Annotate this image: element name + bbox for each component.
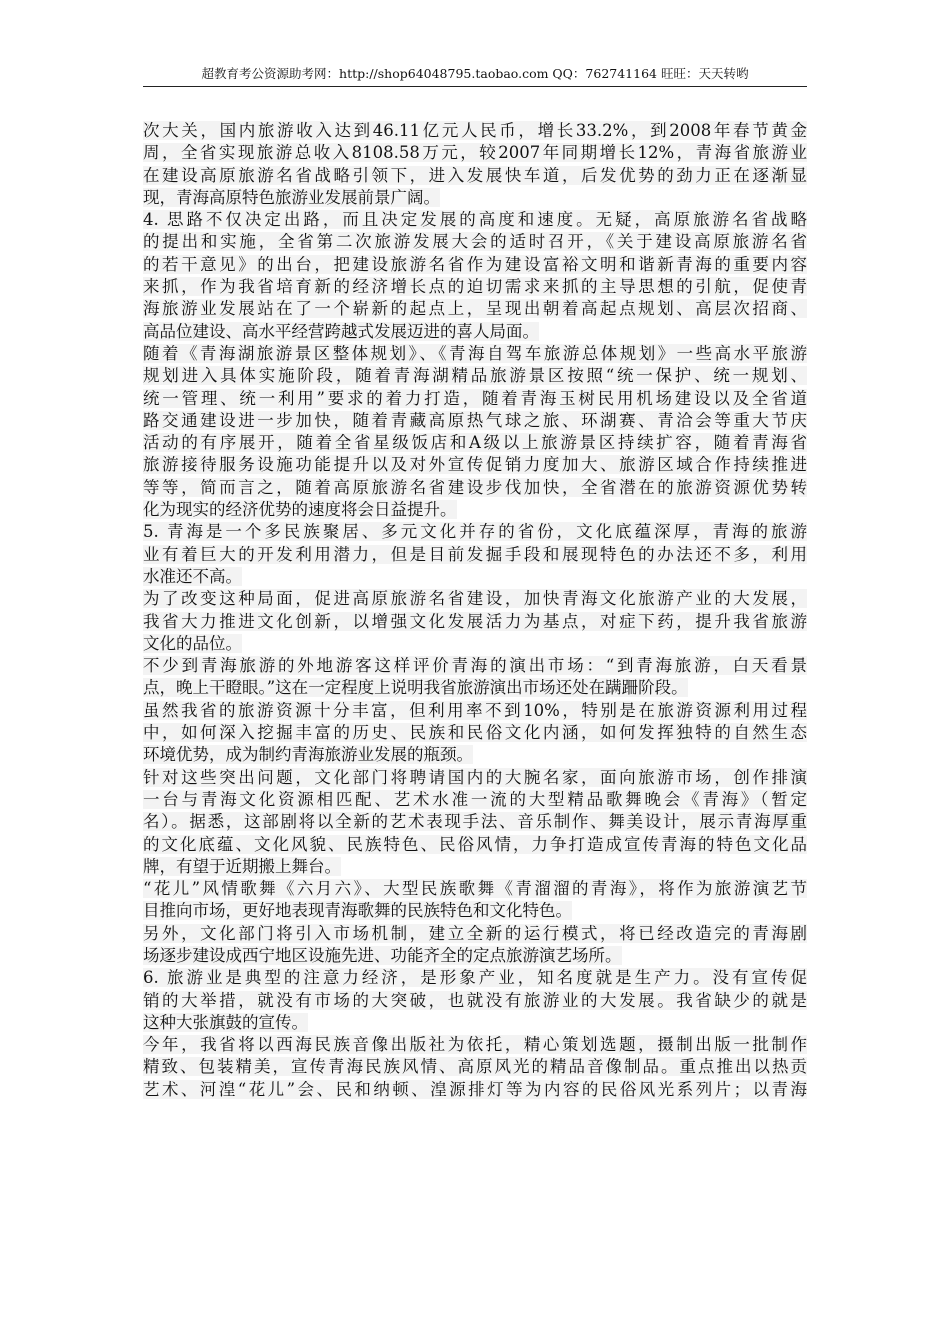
text-line: 中，如何深入挖掘丰富的历史、民族和民俗文化内涵，如何发挥独特的自然生态 [143, 723, 807, 743]
header-divider [143, 86, 807, 87]
text-line: 5. 青海是一个多民族聚居、多元文化并存的省份，文化底蕴深厚，青海的旅游 [143, 522, 807, 542]
text-line: 活动的有序展开，随着全省星级饭店和A级以上旅游景区持续扩容，随着青海省 [143, 433, 807, 453]
text-line: 点，晚上干瞪眼。”这在一定程度上说明我省旅游演出市场还处在蹒跚阶段。 [143, 678, 688, 698]
text-line: “花儿”风情歌舞《六月六》、大型民族歌舞《青溜溜的青海》，将作为旅游演艺节 [143, 879, 807, 899]
text-line: 在建设高原旅游名省战略引领下，进入发展快车道，后发优势的劲力正在逐渐显 [143, 165, 807, 185]
text-line: 等等，简而言之，随着高原旅游名省建设步伐加快，全省潜在的旅游资源优势转 [143, 477, 807, 497]
text-line: 名）。据悉，这部剧将以全新的艺术表现手法、音乐制作、舞美设计，展示青海厚重 [143, 812, 807, 832]
text-line: 虽然我省的旅游资源十分丰富，但利用率不到10%，特别是在旅游资源利用过程 [143, 700, 807, 720]
text-line: 现，青海高原特色旅游业发展前景广阔。 [143, 187, 440, 207]
text-line: 统一管理、统一利用”要求的着力打造，随着青海玉树民用机场建设以及全省道 [143, 388, 807, 408]
text-line: 随着《青海湖旅游景区整体规划》、《青海自驾车旅游总体规划》一些高水平旅游 [143, 343, 807, 363]
text-line: 的文化底蕴、文化风貌、民族特色、民俗风情，力争打造成宣传青海的特色文化品 [143, 834, 807, 854]
text-line: 销的大举措，就没有市场的大突破，也就没有旅游业的大发展。我省缺少的就是 [143, 990, 807, 1010]
text-line: 海旅游业发展站在了一个崭新的起点上，呈现出朝着高起点规划、高层次招商、 [143, 299, 807, 319]
text-line: 高品位建设、高水平经营跨越式发展迈进的喜人局面。 [143, 321, 539, 341]
text-line: 艺术、河湟“花儿”会、民和纳顿、湟源排灯等为内容的民俗风光系列片；以青海 [143, 1079, 807, 1099]
text-line: 文化的品位。 [143, 633, 242, 653]
text-line: 一台与青海文化资源相匹配、艺术水准一流的大型精品歌舞晚会《青海》（暂定 [143, 789, 807, 809]
text-line: 的提出和实施，全省第二次旅游发展大会的适时召开，《关于建设高原旅游名省 [143, 232, 807, 252]
text-line: 周，全省实现旅游总收入8108.58万元，较2007年同期增长12%，青海省旅游业 [143, 143, 807, 163]
text-line: 针对这些突出问题，文化部门将聘请国内的大腕名家，面向旅游市场，创作排演 [143, 767, 807, 787]
text-line: 规划进入具体实施阶段，随着青海湖精品旅游景区按照“统一保护、统一规划、 [143, 366, 807, 386]
text-line: 目推向市场，更好地表现青海歌舞的民族特色和文化特色。 [143, 901, 572, 921]
text-line: 来抓，作为我省培育新的经济增长点的迫切需求来抓的主导思想的引航，促使青 [143, 277, 807, 297]
text-line: 环境优势，成为制约青海旅游业发展的瓶颈。 [143, 745, 473, 765]
text-line: 为了改变这种局面，促进高原旅游名省建设，加快青海文化旅游产业的大发展， [143, 589, 807, 609]
text-line: 业有着巨大的开发利用潜力，但是目前发掘手段和展现特色的办法还不多，利用 [143, 544, 807, 564]
text-line: 6. 旅游业是典型的注意力经济，是形象产业，知名度就是生产力。没有宣传促 [143, 968, 807, 988]
text-line: 水准还不高。 [143, 566, 242, 586]
text-line: 4. 思路不仅决定出路，而且决定发展的高度和速度。无疑，高原旅游名省战略 [143, 210, 807, 230]
text-line: 化为现实的经济优势的速度将会日益提升。 [143, 500, 457, 520]
text-line: 次大关，国内旅游收入达到46.11亿元人民币，增长33.2%，到2008年春节黄金 [143, 121, 807, 140]
text-line: 这种大张旗鼓的宣传。 [143, 1012, 308, 1032]
text-line: 场逐步建设成西宁地区设施先进、功能齐全的定点旅游演艺场所。 [143, 945, 622, 965]
text-line: 我省大力推进文化创新，以增强文化发展活力为基点，对症下药，提升我省旅游 [143, 611, 807, 631]
text-line: 精致、包装精美，宣传青海民族风情、高原风光的精品音像制品。重点推出以热贡 [143, 1057, 807, 1077]
body-text [143, 120, 807, 1101]
text-line: 路交通建设进一步加快，随着青藏高原热气球之旅、环湖赛、青洽会等重大节庆 [143, 410, 807, 430]
text-line: 旅游接待服务设施功能提升以及对外宣传促销力度加大、旅游区域合作持续推进 [143, 455, 807, 475]
text-line: 不少到青海旅游的外地游客这样评价青海的演出市场：“到青海旅游，白天看景 [143, 656, 807, 676]
text-line: 今年，我省将以西海民族音像出版社为依托，精心策划选题，摄制出版一批制作 [143, 1035, 807, 1055]
text-line: 另外，文化部门将引入市场机制，建立全新的运行模式，将已经改造完的青海剧 [143, 923, 807, 943]
page-header: 超教育考公资源助考网：http://shop64048795.taobao.com QQ：762741164 旺旺：天天转哟 [201, 66, 749, 81]
text-line: 牌，有望于近期搬上舞台。 [143, 856, 341, 876]
text-line: 的若干意见》的出台，把建设旅游名省作为建设富裕文明和谐新青海的重要内容 [143, 254, 807, 274]
